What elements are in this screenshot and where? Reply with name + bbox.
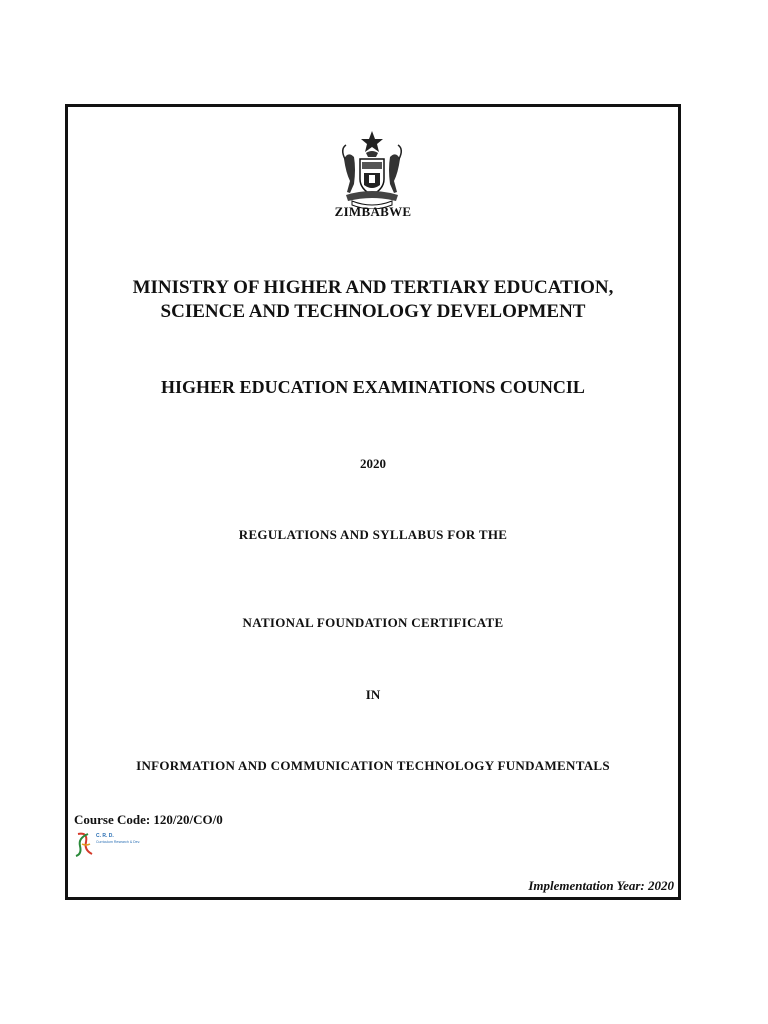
certificate-name: NATIONAL FOUNDATION CERTIFICATE (242, 615, 504, 630)
logo-tagline: Curriculum Research & Dev. (96, 840, 141, 844)
course-code: Course Code: 120/20/CO/0 (74, 812, 223, 827)
subject-title: INFORMATION AND COMMUNICATION TECHNOLOGY FUNDAMENTALS (136, 758, 610, 773)
ministry-title-line-2: SCIENCE AND TECHNOLOGY DEVELOPMENT (160, 301, 586, 322)
logo-name: C. R. D. (96, 833, 114, 839)
ministry-title-line-1: MINISTRY OF HIGHER AND TERTIARY EDUCATION, (132, 277, 614, 298)
document-year: 2020 (360, 456, 386, 471)
council-title: HIGHER EDUCATION EXAMINATIONS COUNCIL (161, 377, 585, 397)
in-label: IN (365, 687, 381, 702)
zimbabwe-coat-of-arms-icon (336, 129, 408, 209)
regulations-heading: REGULATIONS AND SYLLABUS FOR THE (238, 527, 508, 542)
crd-logo (74, 830, 154, 858)
document-frame (65, 104, 681, 900)
implementation-year: Implementation Year: 2020 (528, 878, 674, 893)
country-label: ZIMBABWE (334, 204, 412, 219)
ministry-title (68, 276, 678, 324)
crd-logo-icon (74, 830, 96, 858)
